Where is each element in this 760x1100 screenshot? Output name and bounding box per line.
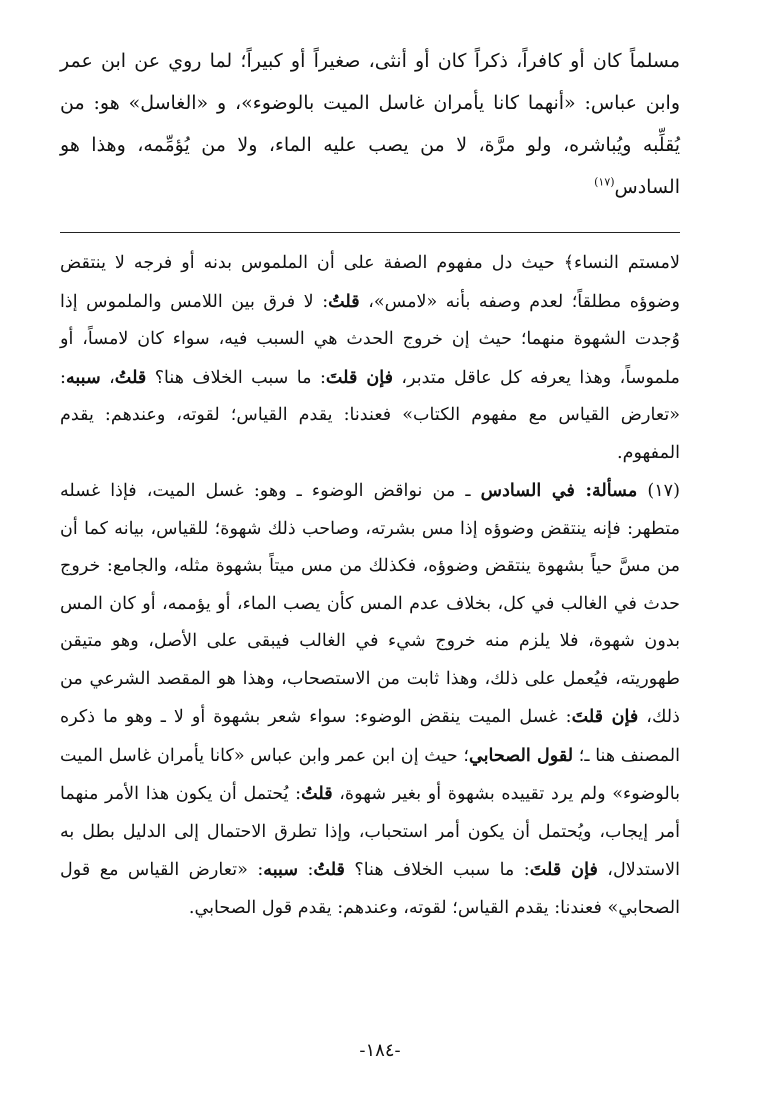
footnote-divider [60,232,680,233]
footnote-continuation [60,245,680,472]
footnote-number: (١٧) [637,481,680,501]
footnote-17 [60,472,680,927]
footnote-text: لامستم النساء﴾ حيث دل مفهوم الصفة على أن الملموس بدنه أو فرجه لا ينتقض وضوؤه مطلقاً؛ لعدم وصفه بأنه «لامس»، [60,253,680,312]
bold-term: سببه [65,366,101,388]
footnote-text: : ما سبب الخلاف هنا؟ [146,367,326,388]
bold-term: قلتُ [114,366,147,388]
footnote-text: : يُحتمل أن يكون هذا الأمر منهما أمر إيجاب، ويُحتمل أن يكون أمر استحباب، وإذا تطرق الاحتمال إلى الدليل بطل به الاستدلال، [60,784,680,880]
bold-term: قلتُ [328,290,360,312]
footnote-text: ؛ حيث إن ابن عمر وابن عباس «كانا يأمران غاسل الميت بالوضوء» ولم يرد تقييده بشهوة أو بغير شهوة، [60,745,680,804]
footnote-heading: مسألة: في السادس [480,480,638,501]
page-number: -١٨٤- [359,1040,401,1061]
bold-term: فإن قلتَ [571,706,639,727]
footnote-text: : «تعارض القياس مع مفهوم الكتاب» فعندنا: يقدم القياس؛ لقوته، وعندهم: يقدم المفهوم. [60,367,680,463]
bold-term: قلتُ [313,859,345,880]
main-paragraph [60,40,680,208]
footnote-text: : لا فرق بين اللامس والملموس إذا وُجدت الشهوة منهما؛ حيث إن خروج الحدث هي السبب فيه، سواء كان لامساً، أو ملموساً، وهذا يعرفه كل عاقل متدبر، [60,291,680,388]
main-text: مسلماً كان أو كافراً، ذكراً كان أو أنثى، صغيراً أو كبيراً؛ لما روي عن ابن عمر وابن عباس: «أنهما كانا يأمران غاسل الميت بالوضوء»، و «الغاسل» هو: من يُقلِّبه ويُباشره، ولو مرَّة، لا من يصب عليه الماء، ولا من يُؤمِّمه، وهذا هو السادس [60,50,680,198]
footnote-text: : غسل الميت ينقض الوضوء: سواء شعر بشهوة أو لا ـ وهو ما ذكره المصنف هنا ـ؛ [60,707,681,766]
footnote-text: : [298,860,314,880]
bold-term: فإن قلتَ [529,859,598,880]
bold-term: لقول الصحابي [468,744,574,766]
bold-term: قلتُ [301,783,333,804]
page-content [60,40,680,927]
bold-term: سببه [263,859,299,880]
footnote-reference[interactable]: (١٧) [594,175,615,189]
footnote-text: ، [100,367,115,388]
bold-term: فإن قلتَ [325,366,394,388]
footnote-text: ـ من نواقض الوضوء ـ وهو: غسل الميت، فإذا غسله متطهر: فإنه ينتقض وضوؤه إذا مس بشرته، وصاحب ذلك شهوة؛ للقياس، بيانه كما أن من مسَّ حياً بشهوة ينتقض وضوؤه، فكذلك من مس ميتاً بشهوة مثله، والجامع: خروج حدث في الغالب في كل، بخلاف عدم المس كأن يصب الماء، أو يؤممه، أو كان المس بدون شهوة، فلا يلزم منه خروج شيء في الغالب فيبقى على الأصل، وهو متيقن طهوريته، فيُعمل على ذلك، وهذا ثابت من الاستصحاب، وهذا هو المقصد الشرعي من ذلك، [60,481,681,727]
footnote-text: : ما سبب الخلاف هنا؟ [344,860,530,880]
footnote-text: : «تعارض القياس مع قول الصحابي» فعندنا: يقدم القياس؛ لقوته، وعندهم: يقدم قول الصحابي. [60,860,680,918]
